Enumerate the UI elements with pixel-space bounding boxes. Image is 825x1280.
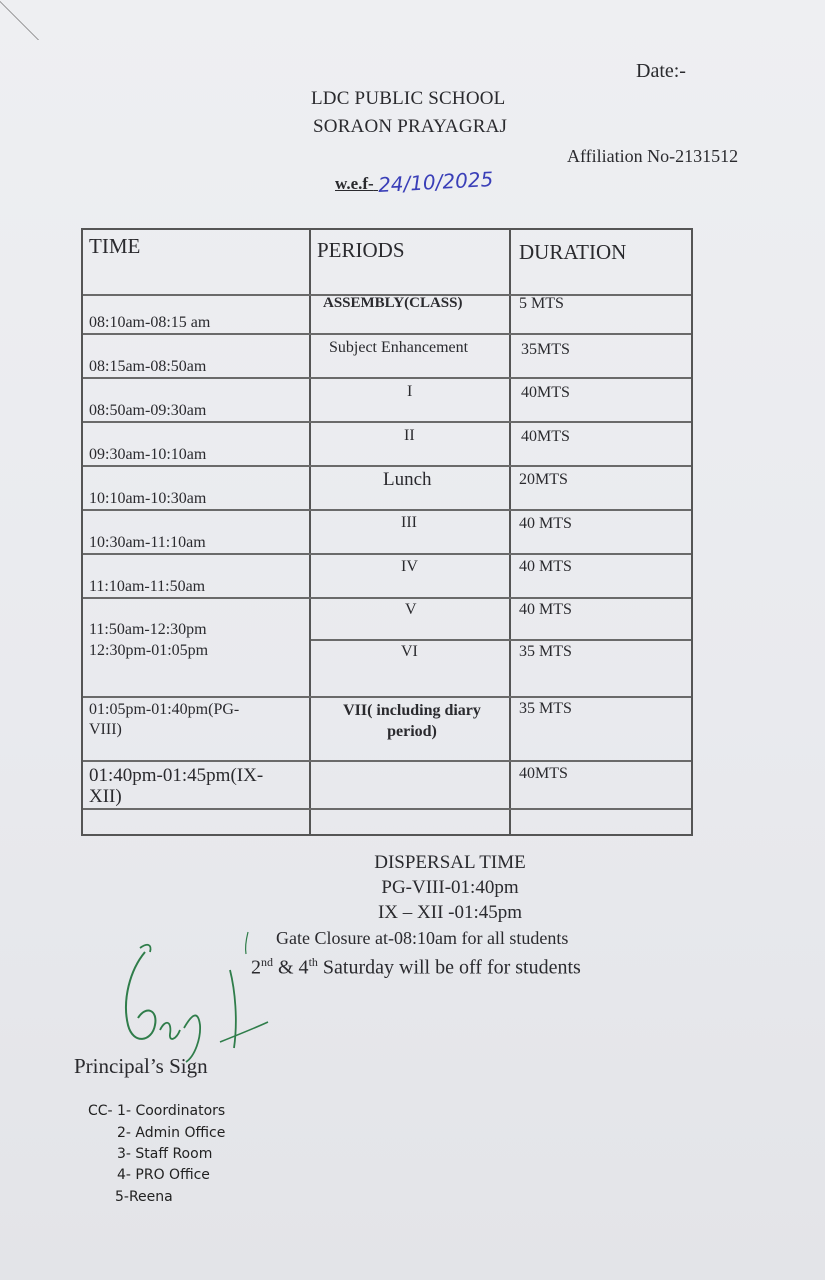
period-cell: II <box>404 427 415 444</box>
saturday-amp: & 4 <box>273 956 309 979</box>
period-cell: VI <box>401 643 418 660</box>
duration-cell: 40 MTS <box>519 558 572 575</box>
saturday-num: 2 <box>251 956 261 979</box>
effective-date <box>335 166 494 198</box>
saturday-sup: nd <box>261 955 273 969</box>
duration-cell: 40 MTS <box>519 515 572 532</box>
duration-cell: 35MTS <box>521 341 570 358</box>
time-cell <box>89 765 263 807</box>
period-cell: I <box>407 383 413 400</box>
time-cell: 10:30am-11:10am <box>89 534 206 551</box>
column-divider <box>509 230 511 834</box>
column-divider <box>309 230 311 834</box>
period-cell <box>331 700 493 742</box>
principal-sign-label: Principal’s Sign <box>74 1054 208 1078</box>
row-divider <box>83 333 691 335</box>
saturday-rest: Saturday will be off for students <box>317 956 581 979</box>
page-fold <box>0 0 39 40</box>
row-divider <box>83 465 691 467</box>
dispersal-pg: PG-VIII-01:40pm <box>381 877 519 898</box>
header-time: TIME <box>89 234 141 258</box>
period-line: VII( including diary <box>343 702 481 719</box>
time-cell: 11:50am-12:30pm <box>89 621 207 638</box>
cc-item: 4- PRO Office <box>117 1167 210 1183</box>
duration-cell: 35 MTS <box>519 700 572 717</box>
timetable <box>81 228 693 836</box>
time-line: VIII) <box>89 721 122 738</box>
time-cell: 12:30pm-01:05pm <box>89 642 209 659</box>
affiliation-number: Affiliation No-2131512 <box>567 146 739 166</box>
date-label: Date:- <box>636 60 686 82</box>
saturday-note <box>251 955 581 980</box>
handwritten-date: 24/10/2025 <box>377 166 494 198</box>
gate-closure-note: Gate Closure at-08:10am for all students <box>276 928 569 948</box>
school-name: LDC PUBLIC SCHOOL <box>311 88 506 109</box>
duration-cell: 40 MTS <box>519 601 572 618</box>
row-divider <box>83 377 691 379</box>
row-divider <box>83 808 691 810</box>
period-cell: Subject Enhancement <box>329 339 469 356</box>
row-divider <box>83 553 691 555</box>
header-duration: DURATION <box>519 240 627 264</box>
school-location: SORAON PRAYAGRAJ <box>313 116 508 137</box>
duration-cell: 40MTS <box>521 428 570 445</box>
time-cell: 11:10am-11:50am <box>89 578 206 595</box>
header-periods: PERIODS <box>317 238 405 262</box>
row-divider <box>83 597 691 599</box>
period-cell: ASSEMBLY(CLASS) <box>323 295 463 311</box>
wef-label: w.e.f- <box>335 174 374 193</box>
cc-item: CC- 1- Coordinators <box>88 1103 226 1119</box>
time-cell <box>89 700 239 740</box>
period-cell: III <box>401 514 417 531</box>
period-cell: V <box>405 601 417 618</box>
period-line: period) <box>387 723 437 740</box>
time-cell: 08:50am-09:30am <box>89 402 207 419</box>
cc-item: 5-Reena <box>115 1189 173 1205</box>
row-divider <box>83 509 691 511</box>
time-line: XII) <box>89 786 122 807</box>
time-cell: 10:10am-10:30am <box>89 490 207 507</box>
row-divider <box>83 696 691 698</box>
cc-item: 2- Admin Office <box>117 1125 226 1141</box>
saturday-sup: th <box>308 955 318 969</box>
duration-cell: 20MTS <box>519 471 568 488</box>
period-cell: IV <box>401 558 418 575</box>
time-cell: 08:10am-08:15 am <box>89 314 211 331</box>
time-line: 01:05pm-01:40pm(PG- <box>89 701 240 718</box>
time-cell: 08:15am-08:50am <box>89 358 207 375</box>
duration-cell: 5 MTS <box>519 295 564 312</box>
time-line: 01:40pm-01:45pm(IX- <box>89 765 264 786</box>
dispersal-senior: IX – XII -01:45pm <box>377 902 523 923</box>
duration-cell: 35 MTS <box>519 643 572 660</box>
duration-cell: 40MTS <box>519 765 568 782</box>
row-divider <box>83 760 691 762</box>
cc-item: 3- Staff Room <box>117 1146 213 1162</box>
time-cell: 09:30am-10:10am <box>89 446 207 463</box>
duration-cell: 40MTS <box>521 384 570 401</box>
period-cell: Lunch <box>383 469 432 490</box>
dispersal-title: DISPERSAL TIME <box>374 852 526 873</box>
row-divider <box>83 421 691 423</box>
row-divider <box>311 639 691 641</box>
